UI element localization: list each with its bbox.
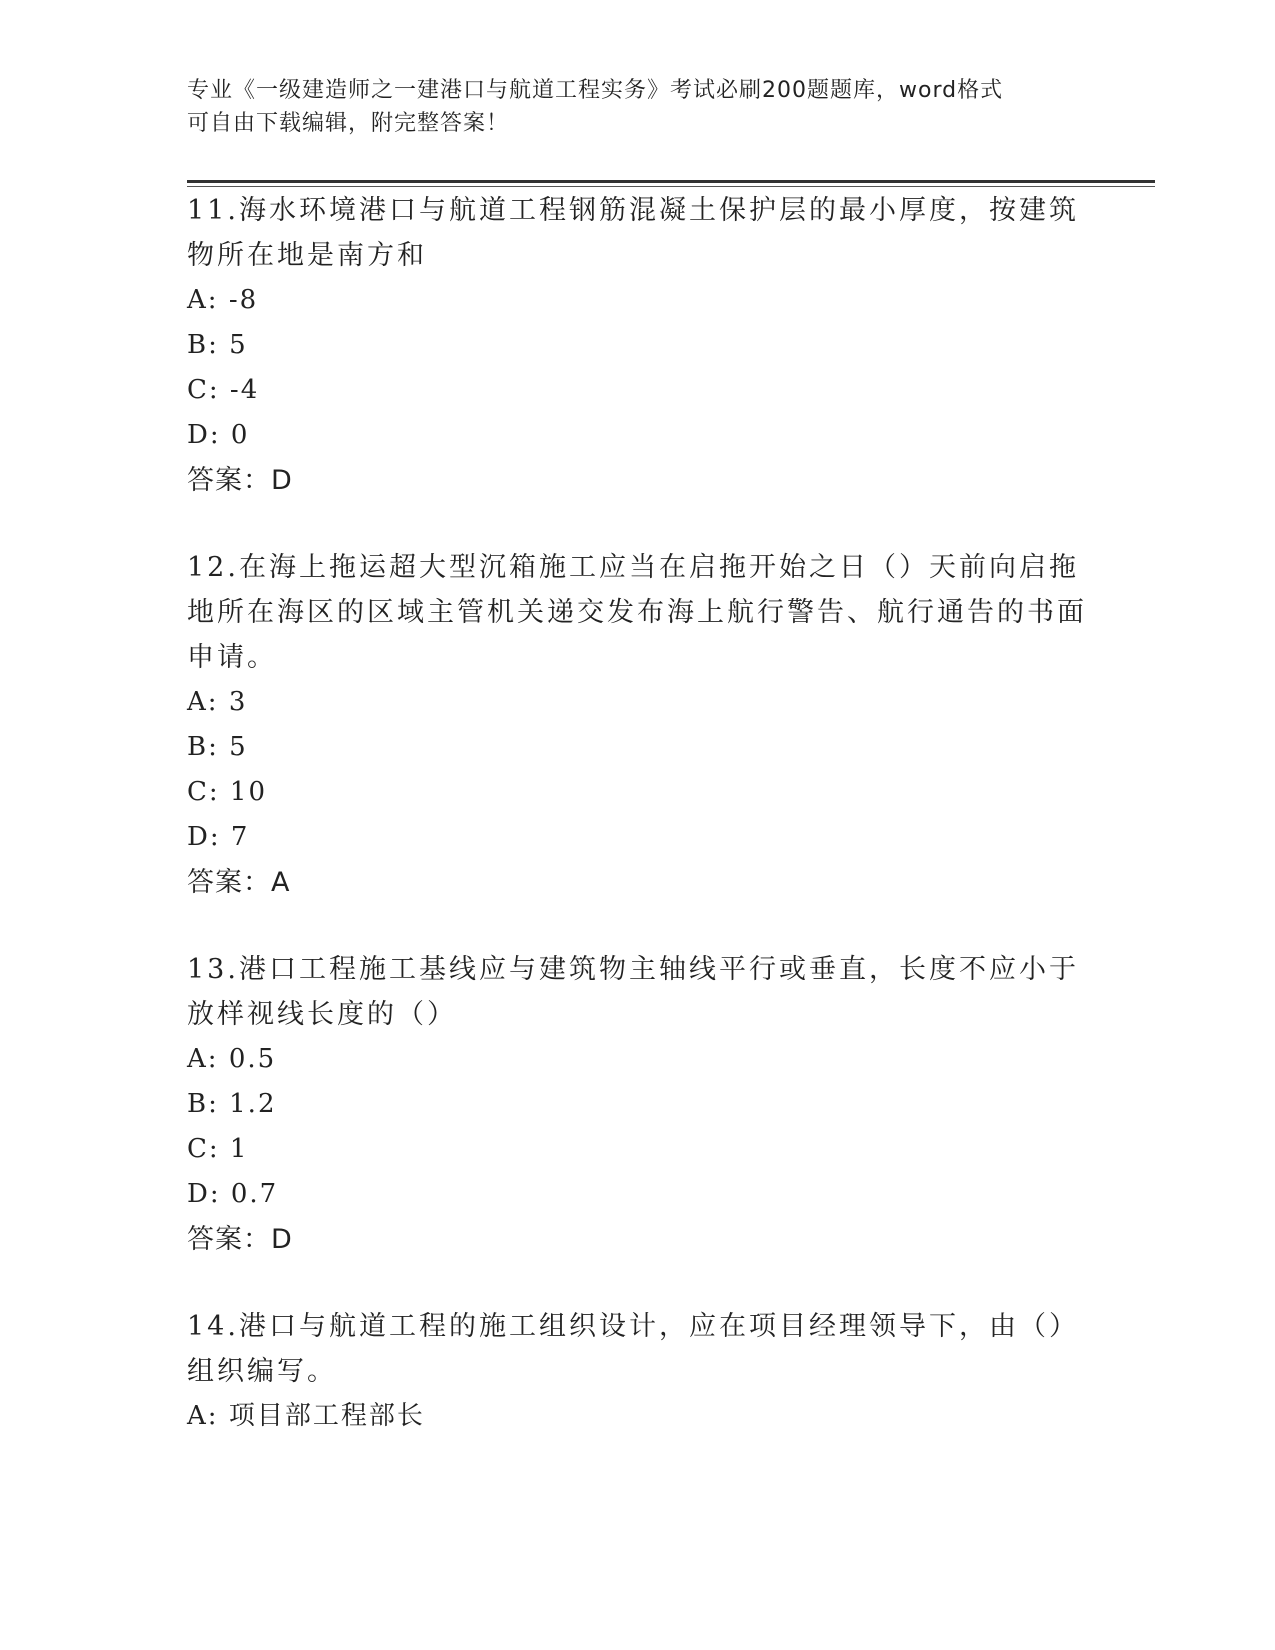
option-label: C: (187, 1134, 220, 1164)
option-value: 1.2 (229, 1089, 277, 1119)
question-11 (187, 188, 1087, 503)
option-a (187, 278, 1087, 323)
answer: 答案：A (187, 867, 291, 898)
option-value: 3 (228, 687, 248, 717)
option-value: -4 (229, 375, 260, 405)
option-value: -8 (228, 285, 259, 315)
option-label: C: (187, 375, 220, 405)
option-value: 0.5 (228, 1044, 277, 1074)
option-label: D: (187, 822, 221, 852)
option-label: C: (187, 777, 220, 807)
option-a (187, 680, 1087, 725)
option-a (187, 1037, 1087, 1082)
option-c (187, 770, 1087, 815)
option-label: B: (187, 330, 219, 360)
option-value: 项目部工程部长 (228, 1401, 425, 1431)
question-text: 12.在海上拖运超大型沉箱施工应当在启拖开始之日（）天前向启拖地所在海区的区域主管机关递交发布海上航行警告、航行通告的书面申请。 (187, 552, 1087, 673)
option-d (187, 815, 1087, 860)
option-value: 5 (229, 732, 248, 762)
option-a (187, 1394, 1087, 1439)
option-value: 0.7 (230, 1179, 279, 1209)
option-b (187, 725, 1087, 770)
option-label: B: (187, 732, 219, 762)
header-title-line-1: 专业《一级建造师之一建港口与航道工程实务》考试必刷200题题库，word格式 (187, 78, 1004, 103)
question-12 (187, 545, 1087, 905)
option-c (187, 368, 1087, 413)
question-13 (187, 947, 1087, 1262)
header-divider-thick (187, 180, 1155, 183)
answer: 答案：D (187, 1224, 293, 1255)
document-header (187, 74, 1067, 140)
option-d (187, 413, 1087, 458)
question-14 (187, 1304, 1087, 1439)
option-value: 1 (229, 1134, 249, 1164)
header-title-line-2: 可自由下载编辑，附完整答案！ (187, 111, 510, 136)
option-label: B: (187, 1089, 219, 1119)
question-text: 14.港口与航道工程的施工组织设计，应在项目经理领导下，由（）组织编写。 (187, 1311, 1079, 1387)
option-label: D: (187, 420, 221, 450)
answer: 答案：D (187, 465, 293, 496)
option-label: A: (187, 1044, 219, 1074)
option-label: D: (187, 1179, 221, 1209)
option-label: A: (187, 285, 219, 315)
option-label: A: (187, 1401, 219, 1431)
option-c (187, 1127, 1087, 1172)
option-d (187, 1172, 1087, 1217)
option-value: 10 (229, 777, 268, 807)
option-value: 7 (230, 822, 250, 852)
option-value: 0 (230, 420, 250, 450)
option-value: 5 (229, 330, 248, 360)
option-b (187, 1082, 1087, 1127)
header-divider-thin (187, 186, 1155, 187)
option-b (187, 323, 1087, 368)
question-text: 13.港口工程施工基线应与建筑物主轴线平行或垂直，长度不应小于放样视线长度的（） (187, 954, 1079, 1030)
question-text: 11.海水环境港口与航道工程钢筋混凝土保护层的最小厚度，按建筑物所在地是南方和 (187, 195, 1079, 271)
option-label: A: (187, 687, 219, 717)
